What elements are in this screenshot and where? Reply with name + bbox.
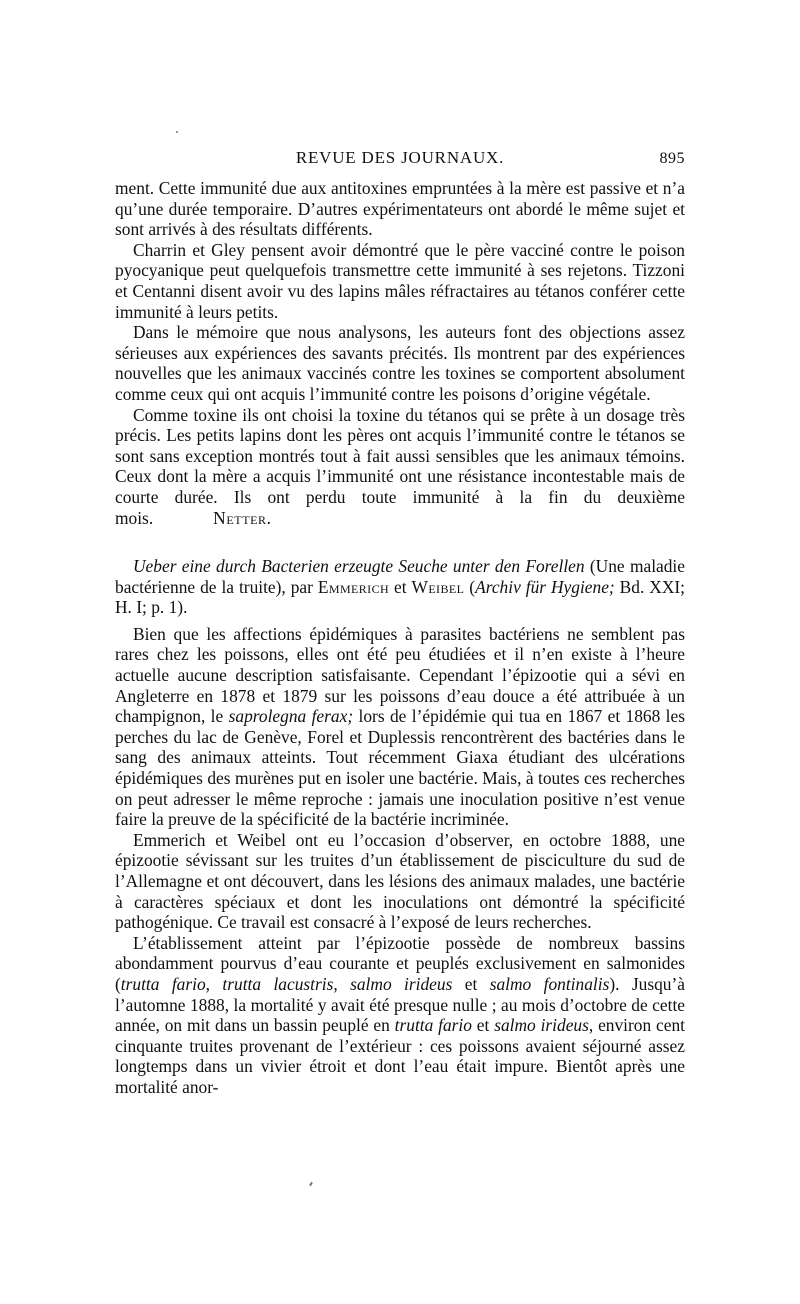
paragraph-text: Comme toxine ils ont choisi la toxine du tétanos qui se prête à un dosage très précis. Les petits lapins dont les pères ont acquis l’immunité contre le tétanos se sont sans exception montrés tout à fait aussi sensibles que les animaux témoins. Ceux dont la mère a acquis l’immunité ont une résistance incontestable mais de courte durée. Ils ont perdu toute immunité à la fin du deuxième mois. [115,404,685,528]
species-name: saprolegna ferax; [228,706,354,727]
species-name: salmo irideus [494,1015,589,1036]
speck-mark [176,131,178,133]
paragraph: ment. Cette immunité due aux antitoxines empruntées à la mère est passive et n’a qu’une durée temporaire. D’autres expérimentateurs ont abordé le même sujet et sont arrivés à des résultats différents. [115,178,685,240]
paragraph [115,933,685,1098]
conjunction: et [471,1015,495,1036]
species-name: trutta fario [394,1015,472,1036]
section-previous-review [115,178,685,528]
author-name: Emmerich [317,576,390,597]
species-name: salmo fontinalis [489,973,610,994]
species-name: trutta fario, trutta lacustris, salmo irideus [120,973,453,994]
section-trout-review [115,624,685,1098]
author-name: Weibel [411,576,465,597]
journal-name: Archiv für Hygiene; [475,576,615,597]
reviewer-signature: Netter. [213,507,272,528]
running-title: REVUE DES JOURNAUX. [295,148,505,167]
conjunction: et [452,973,490,994]
paragraph [115,405,685,529]
page-header [115,148,685,178]
speck-mark [309,1182,313,1186]
paragraph-text: ). Jusqu’à l’automne 1888, la mortalité y avait été presque nulle ; au mois d’octobre de cette année, on mit dans un bassin peuplé en [115,973,686,1036]
paren: ( [464,576,476,597]
article-title-translation: (Une maladie bactérienne de la truite), par [115,556,685,597]
paragraph: Dans le mémoire que nous analysons, les auteurs font des objections assez sérieuses aux expériences des savants précités. Ils montrent par des expériences nouvelles que les animaux vaccinés contre les toxines se comportent absolument comme ceux qui ont acquis l’immunité contre les poisons d’origine végétale. [115,322,685,404]
paragraph-text: , environ cent cinquante truites provenant de l’extérieur : ces poissons avaient séjourné assez longtemps dans un vivier étroit et dont l’eau était impure. Bientôt après une mortalité anor- [115,1015,685,1097]
article-title-german: Ueber eine durch Bacterien erzeugte Seuche unter den Forellen [133,556,585,577]
document-page [115,148,685,1098]
paragraph-text: Bien que les affections épidémiques à parasites bactériens ne semblent pas rares chez les poissons, elles ont été peu étudiées et il n’en existe à l’heure actuelle aucune description satisfaisante. Cependant l’épizootie qui a sévi en Angleterre en 1878 et 1879 sur les poissons d’eau douce a été attribuée à un champignon, le [115,623,685,727]
paragraph-text: L’établissement atteint par l’épizootie possède de nombreux bassins abondamment pourvus d’eau courante et peuplés exclusivement en salmonides ( [115,932,685,994]
paragraph: Charrin et Gley pensent avoir démontré que le père vacciné contre le poison pyocyanique peut quelquefois transmettre cette immunité à ses rejetons. Tizzoni et Centanni disent avoir vu des lapins mâles réfractaires au tétanos conférer cette immunité à leurs petits. [115,239,685,322]
journal-reference: Bd. XXI; H. I; p. 1). [115,576,685,618]
page-number: 895 [659,150,685,167]
paragraph-text: lors de l’épidémie qui tua en 1867 et 1868 les perches du lac de Genève, Forel et Duplessis rencontrèrent des bactéries dans le sang des animaux atteints. Tout récemment Giaxa étudiant des ulcérations épidémiques des murènes put en isoler une bactérie. Mais, à toutes ces recherches on peut adresser le même reproche : jamais une inoculation positive n’est venue faire la preuve de la spécificité de la bactérie incriminée. [115,706,686,830]
paragraph: Emmerich et Weibel ont eu l’occasion d’observer, en octobre 1888, une épizootie sévissant sur les truites d’un établissement de pisciculture du sud de l’Allemagne et ont découvert, dans les lésions des animaux malades, une bactérie à caractères spéciaux et dont les inoculations ont démontré la spécificité pathogénique. Ce travail est consacré à l’exposé de leurs recherches. [115,829,685,933]
paragraph [115,624,685,830]
conjunction: et [389,576,412,597]
article-title [115,556,685,618]
